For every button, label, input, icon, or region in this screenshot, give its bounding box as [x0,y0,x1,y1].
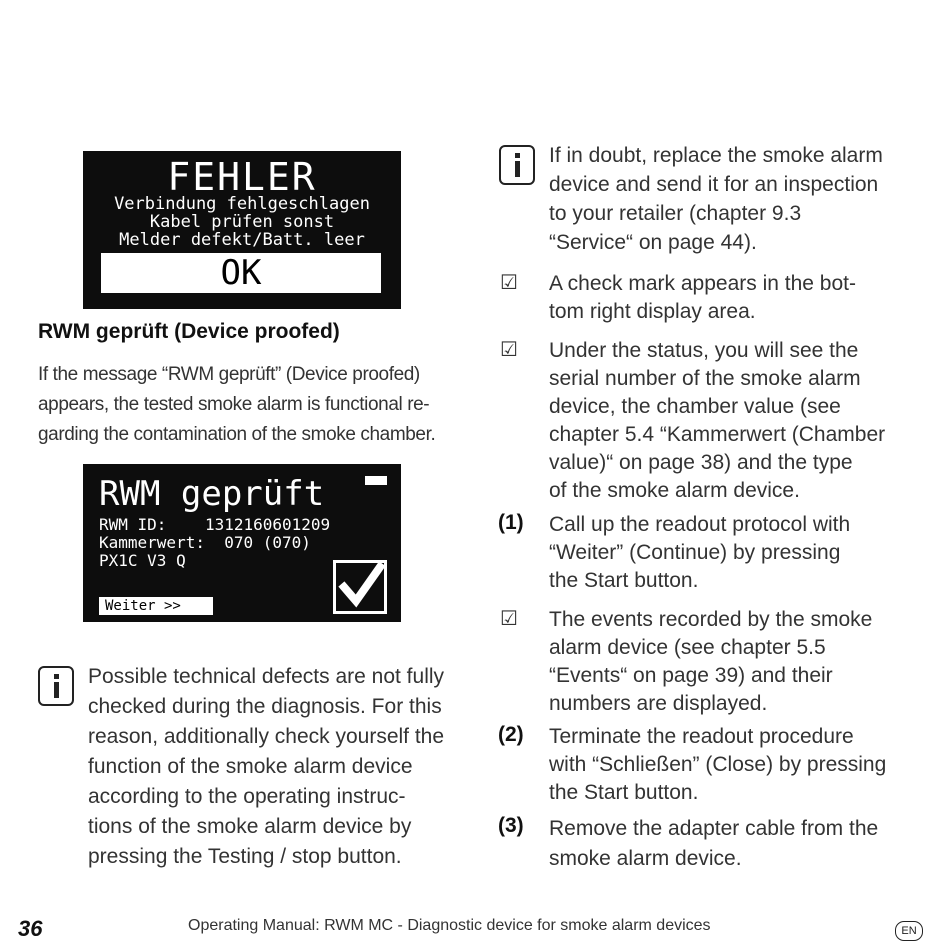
result-line: A check mark appears in the bot- [549,272,856,295]
lcd-type-line: PX1C V3 Q [99,551,186,570]
paragraph-line: If the message “RWM geprüft” (Device proofed) [38,364,420,385]
result-line: serial number of the smoke alarm [549,367,861,390]
section-paragraph [38,360,468,450]
note-line: If in doubt, replace the smoke alarm [549,144,883,167]
result-line: chapter 5.4 “Kammerwert (Chamber [549,423,886,446]
lcd-error-title: FEHLER [167,155,317,199]
result-line: tom right display area. [549,300,756,323]
lcd-error-line: Kabel prüfen sonst [149,212,335,232]
note-line: checked during the diagnosis. For this [88,695,442,718]
result-line: Under the status, you will see the [549,339,859,362]
step-item [549,723,944,807]
step-line: “Weiter” (Continue) by pressing [549,541,841,564]
lcd-error-line: Verbindung fehlgeschlagen [114,194,370,214]
step-line: Terminate the readout procedure [549,725,854,748]
note-line: Possible technical defects are not fully [88,665,445,688]
note-technical-defects [88,662,473,872]
note-line: device and send it for an inspection [549,173,879,196]
check-mark-icon: ☑ [500,608,518,630]
info-icon [499,145,535,185]
step-number: (3) [498,814,524,837]
lcd-error-line: Melder defekt/Batt. leer [119,230,365,250]
result-line: “Events“ on page 39) and their [549,664,833,687]
note-line: tions of the smoke alarm device by [88,815,412,838]
step-number: (1) [498,511,524,534]
result-line: value)“ on page 38) and the type [549,451,853,474]
note-line: “Service“ on page 44). [549,231,757,254]
paragraph-line: garding the contamination of the smoke chamber. [38,424,436,445]
language-badge: EN [895,921,923,941]
note-line: function of the smoke alarm device [88,755,413,778]
step-line: the Start button. [549,569,699,592]
step-line: Remove the adapter cable from the [549,817,879,840]
result-line: of the smoke alarm device. [549,479,800,502]
lcd-error-screen [83,151,401,309]
lcd-chamber-line: Kammerwert: 070 (070) [99,533,311,552]
lcd-proofed-title: RWM geprüft [99,474,325,514]
step-line: Call up the readout protocol with [549,513,851,536]
result-item [549,337,944,505]
step-item [549,814,944,874]
check-mark-icon: ☑ [500,272,518,294]
check-mark-icon: ☑ [500,339,518,361]
note-line: reason, additionally check yourself the [88,725,445,748]
lcd-proofed-screen [83,464,401,622]
check-mark-icon [333,560,387,614]
step-number: (2) [498,723,524,746]
result-line: alarm device (see chapter 5.5 [549,636,826,659]
note-line: pressing the Testing / stop button. [88,845,402,868]
lcd-continue-button: Weiter >> [99,597,213,615]
step-line: with “Schließen” (Close) by pressing [549,753,887,776]
page-number: 36 [18,916,43,941]
note-line: according to the operating instruc- [88,785,406,808]
result-line: The events recorded by the smoke [549,608,873,631]
step-item [549,511,944,595]
paragraph-line: appears, the tested smoke alarm is functional re- [38,394,430,415]
step-line: smoke alarm device. [549,847,742,870]
step-line: the Start button. [549,781,699,804]
lcd-ok-button: OK [101,253,381,293]
note-line: to your retailer (chapter 9.3 [549,202,802,225]
battery-icon [365,476,387,485]
result-item [549,270,944,326]
footer-text: Operating Manual: RWM MC - Diagnostic device for smoke alarm devices [188,917,711,934]
note-if-in-doubt [549,141,939,257]
result-line: numbers are displayed. [549,692,768,715]
lcd-id-line: RWM ID: 1312160601209 [99,515,331,534]
info-icon [38,666,74,706]
result-line: device, the chamber value (see [549,395,841,418]
result-item [549,606,944,718]
section-heading: RWM geprüft (Device proofed) [38,320,340,343]
